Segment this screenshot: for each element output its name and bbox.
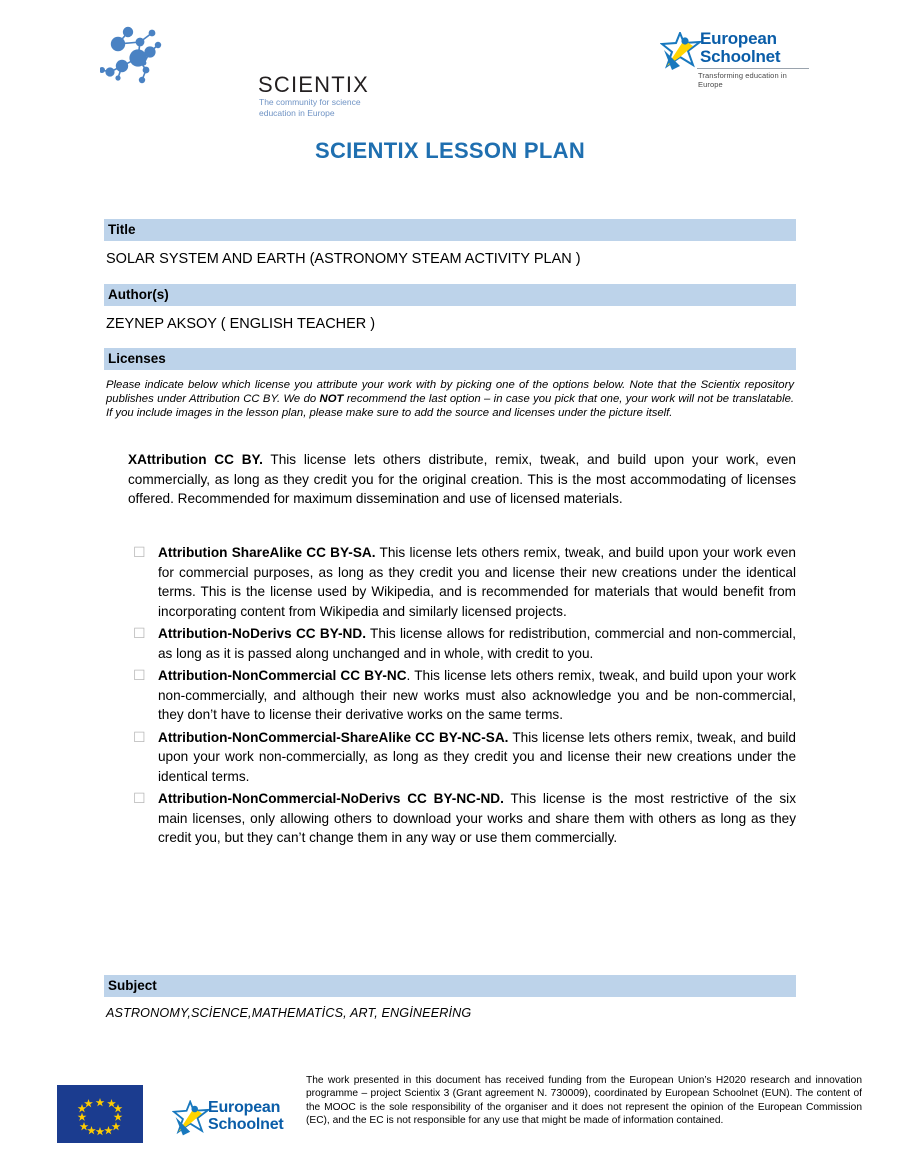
section-subject-value: ASTRONOMY,SCİENCE,MATHEMATİCS, ART, ENGİNEERİNG [106,1006,472,1020]
molecule-network-icon [100,26,260,98]
license-option-name: Attribution-NonCommercial CC BY-NC [158,668,407,683]
license-option-description: . This license lets others remix, tweak, and build upon your work non-commercially, and although their new works must also acknowledge you and be non-commercial, they don’t have to license their derivative works on the same terms. [158,668,796,722]
section-title-heading: Title [104,219,796,241]
scientix-tagline-line1: The community for science [259,97,361,107]
licenses-note-part2: recommend the last option – in case you pick that one, your work will not be translatable. If you include images in the lesson plan, please make sure to add the source and licenses under the picture itself. [106,393,794,419]
section-author-heading: Author(s) [104,284,796,306]
eun-wordmark-line1: European [700,29,777,48]
license-option-text [158,543,796,621]
license-option-text [158,624,796,663]
eun-footer-wordmark [208,1099,284,1133]
license-option-name: Attribution ShareAlike CC BY-SA. [158,545,376,560]
european-schoolnet-logo-header [660,29,800,89]
licenses-instruction-note [104,370,796,420]
license-option-name: XAttribution CC BY. [128,452,263,467]
checkbox-icon[interactable]: ☐ [133,790,146,806]
license-option-text [158,789,796,848]
eun-wordmark-line2: Schoolnet [700,46,781,66]
license-option[interactable] [129,543,796,621]
license-option-text [158,666,796,725]
section-subject [104,975,796,1020]
funding-disclaimer-text: The work presented in this document has received funding from the European Union’s H2020 research and innovation programme – project Scientix 3 (Grant agreement N. 730009), coordinated by European Schoolnet (EUN). The content of the MOOC is the sole responsibility of the organiser and it does not represent the opinion of the European Commission (EC), and the EC is not responsible for any use that might be made of information contained. [306,1075,862,1126]
eun-star-person-icon [172,1100,212,1138]
section-author [104,284,796,333]
page-title: SCIENTIX LESSON PLAN [314,138,586,163]
license-option-name: Attribution-NonCommercial-ShareAlike CC BY-NC-SA. [158,729,509,745]
license-option-name: Attribution-NonCommercial-NoDerivs CC BY-NC-ND. [158,791,504,806]
eun-footer-line2: Schoolnet [208,1116,284,1133]
eun-tagline: Transforming education in Europe [698,71,787,89]
licenses-note-part1: Please indicate below which license you attribute your work with by picking one of the options below. Note that the Scientix repository publishes under Attribution CC BY. We do [106,379,794,405]
scientix-tagline [259,97,379,118]
section-licenses-heading: Licenses [104,348,796,370]
license-option[interactable] [129,728,796,787]
checkbox-icon[interactable]: ☐ [133,728,146,745]
scientix-logo [100,26,370,118]
european-schoolnet-logo-footer [172,1097,292,1143]
license-options-list [129,543,796,851]
licenses-note-emphasis: NOT [319,393,344,405]
eu-flag-stars [57,1085,143,1143]
scientix-tagline-line2: education in Europe [259,107,335,118]
document-header-band [0,0,900,118]
license-option-description: This license allows for redistribution, commercial and non-commercial, as long as it is passed along unchanged and in whole, with credit to you. [158,626,796,661]
license-option-description: This license lets others remix, tweak, and build upon your work even for commercial purposes, as long as they credit you and license their new creations under the identical terms. This is the license used by Wikipedia, and is recommended for materials that would benefit from incorporating content from Wikipedia and similarly licensed projects. [158,545,796,619]
section-title [104,219,796,268]
license-option-description: This license lets others remix, tweak, and build upon your work non-commercially, as long as they credit you and license their new creations under the identical terms. [158,729,796,784]
license-option-description: This license lets others distribute, remix, tweak, and build upon your work, even commercially, as long as they credit you for the original creation. This is the most accommodating of licenses offered. Recommended for maximum dissemination and use of licensed materials. [128,452,796,506]
section-subject-heading: Subject [104,975,796,997]
eun-star-person-icon [660,32,704,72]
scientix-wordmark: SCIENTIX [258,72,370,97]
eun-footer-line1: European [208,1099,281,1116]
section-title-value: SOLAR SYSTEM AND EARTH (ASTRONOMY STEAM ACTIVITY PLAN ) [106,251,581,267]
license-option[interactable] [129,624,796,663]
checkbox-icon[interactable]: ☐ [133,625,146,641]
checkbox-icon[interactable]: ☐ [133,544,146,560]
eun-logo-divider [697,68,809,69]
european-union-flag [57,1085,143,1143]
section-licenses [104,348,796,420]
license-option-description: This license is the most restrictive of the six main licenses, only allowing others to download your works and share them with others as long as they credit you, but they can’t change them in any way or use them commercially. [158,791,797,845]
license-option-name: Attribution-NoDerivs CC BY-ND. [158,626,366,641]
license-option[interactable] [129,666,796,725]
license-option-selected[interactable] [128,450,796,509]
checkbox-icon[interactable]: ☐ [133,667,146,683]
license-option-text [158,728,796,787]
section-author-value: ZEYNEP AKSOY ( ENGLISH TEACHER ) [106,316,376,332]
eun-wordmark [700,30,780,65]
license-option[interactable] [129,789,796,848]
